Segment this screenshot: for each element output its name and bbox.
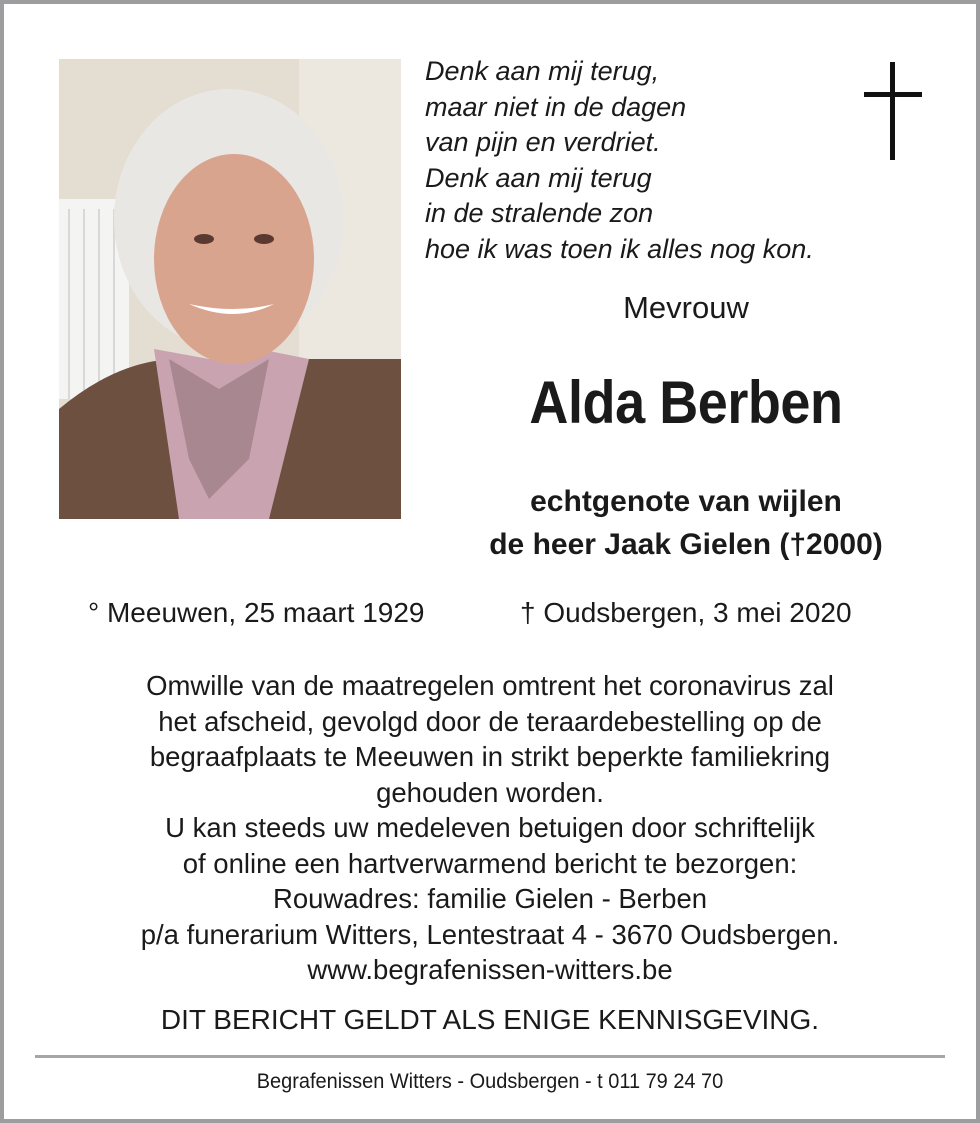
body-line: het afscheid, gevolgd door de teraardebestelling op de [158, 705, 822, 737]
relation-line: echtgenote van wijlen [530, 485, 842, 518]
poem-line: hoe ik was toen ik alles nog kon. [425, 233, 814, 264]
announcement-body [0, 668, 980, 988]
relation-line: de heer Jaak Gielen (†2000) [489, 528, 883, 561]
relation [430, 480, 942, 566]
body-line: p/a funerarium Witters, Lentestraat 4 - 3670 Oudsbergen. [140, 918, 840, 950]
body-line: Rouwadres: familie Gielen - Berben [272, 883, 708, 914]
notice: DIT BERICHT GELDT ALS ENIGE KENNISGEVING. [160, 1004, 820, 1035]
cross-icon [864, 62, 922, 160]
poem-line: in de stralende zon [425, 198, 654, 228]
body-line: U kan steeds uw medeleven betuigen door schriftelijk [165, 812, 815, 843]
poem-line: maar niet in de dagen [425, 91, 687, 122]
website-link[interactable]: www.begrafenissen-witters.be [307, 954, 673, 985]
body-line: gehouden worden. [376, 776, 604, 808]
poem-line: Denk aan mij terug [425, 162, 652, 193]
birth-info: ° Meeuwen, 25 maart 1929 [88, 597, 425, 628]
poem-line: Denk aan mij terug, [425, 56, 660, 86]
body-line: Omwille van de maatregelen omtrent het coronavirus zal [146, 670, 834, 701]
footer: Begrafenissen Witters - Oudsbergen - t 011 79 24 70 [256, 1070, 724, 1093]
divider [35, 1055, 945, 1058]
deceased-name: Alda Berben [529, 369, 843, 436]
poem-line: van pijn en verdriet. [425, 127, 661, 157]
honorific: Mevrouw [623, 290, 749, 325]
poem [425, 54, 814, 267]
portrait-photo [59, 59, 401, 519]
body-line: of online een hartverwarmend bericht te bezorgen: [182, 847, 798, 879]
body-line: begraafplaats te Meeuwen in strikt beperkte familiekring [149, 741, 831, 772]
death-info: † Oudsbergen, 3 mei 2020 [520, 597, 852, 628]
